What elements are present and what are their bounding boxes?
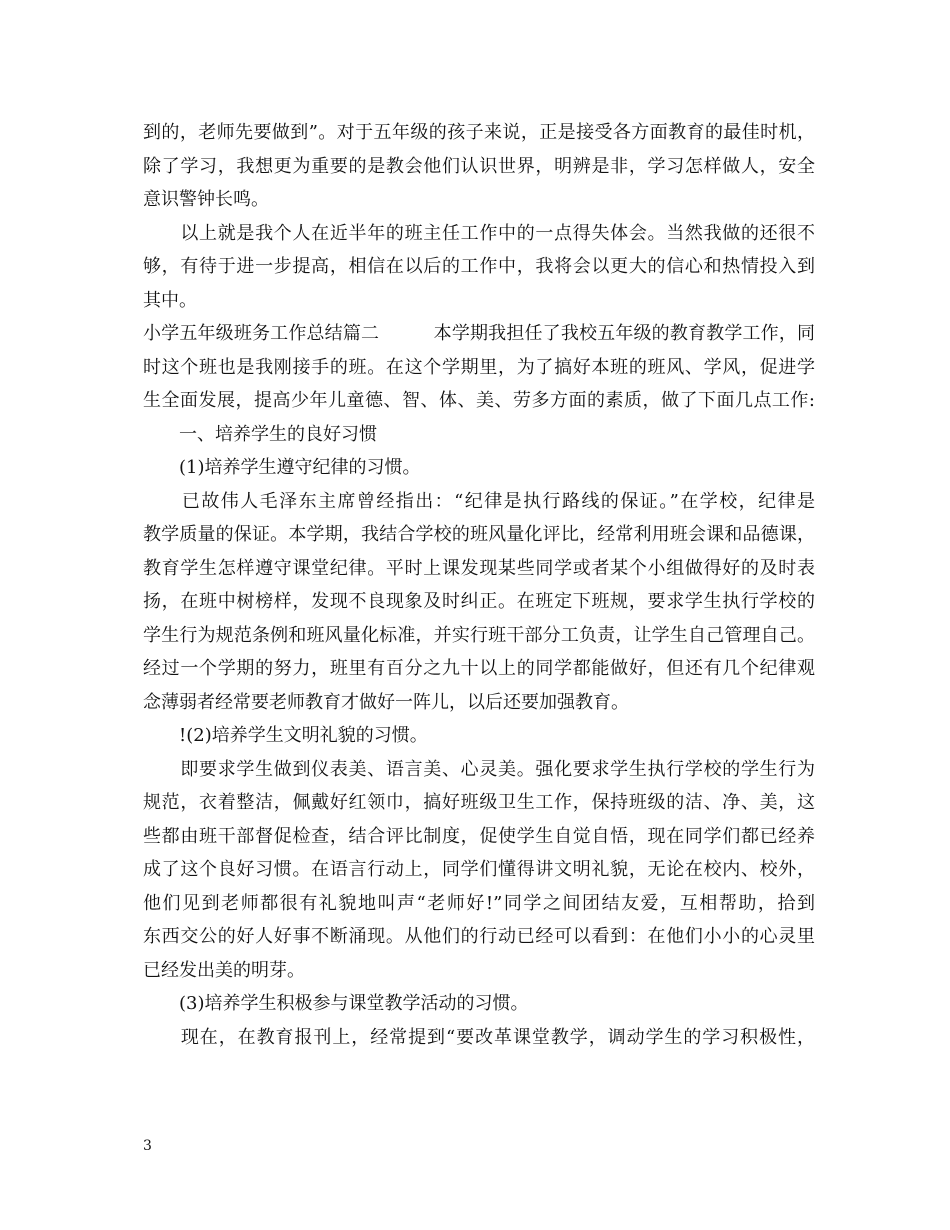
text-line: 些都由班干部督促检查，结合评比制度，促使学生自觉自悟，现在同学们都已经养 <box>143 825 815 847</box>
text-line: 教育学生怎样遵守课堂纪律。平时上课发现某些同学或者某个小组做得好的及时表 <box>143 557 815 579</box>
text-line: 时这个班也是我刚接手的班。在这个学期里，为了搞好本班的班风、学风，促进学 <box>143 356 815 378</box>
page-number: 3 <box>143 1138 152 1154</box>
text-line: 即要求学生做到仪表美、语言美、心灵美。强化要求学生执行学校的学生行为 <box>143 758 815 780</box>
text-line: 已经发出美的明芽。 <box>143 959 305 981</box>
text-line: 规范，衣着整洁，佩戴好红领巾，搞好班级卫生工作，保持班级的洁、净、美，这 <box>143 792 815 813</box>
section-heading-line: 小学五年级班务工作总结篇二 本学期我担任了我校五年级的教育教学工作，同 <box>143 323 815 344</box>
text-line: 念薄弱者经常要老师教育才做好一阵儿，以后还要加强教育。 <box>143 691 629 713</box>
subheading-line: 一、培养学生的良好习惯 <box>143 423 377 445</box>
text-line: 成了这个良好习惯。在语言行动上，同学们懂得讲文明礼貌，无论在校内、校外， <box>143 859 815 880</box>
text-line: 学生行为规范条例和班风量化标准，并实行班干部分工负责，让学生自己管理自己。 <box>143 624 815 646</box>
subheading-line: !(2)培养学生文明礼貌的习惯。 <box>143 725 428 746</box>
document-body <box>143 116 815 1054</box>
text-line: 东西交公的好人好事不断涌现。从他们的行动已经可以看到：在他们小小的心灵里 <box>143 926 815 947</box>
text-line: 到的，老师先要做到”。对于五年级的孩子来说，正是接受各方面教育的最佳时机， <box>143 122 815 143</box>
text-line: 已故伟人毛泽东主席曾经指出：“纪律是执行路线的保证。”在学校，纪律是 <box>143 490 815 512</box>
text-line: 经过一个学期的努力，班里有百分之九十以上的同学都能做好，但还有几个纪律观 <box>143 658 815 679</box>
text-line: 现在，在教育报刊上，经常提到“要改革课堂教学，调动学生的学习积极性， <box>143 1026 815 1048</box>
subheading-line: (3)培养学生积极参与课堂教学活动的习惯。 <box>143 993 529 1014</box>
text-line: 生全面发展，提高少年儿童德、智、体、美、劳多方面的素质，做了下面几点工作: <box>143 390 815 411</box>
text-line: 够，有待于进一步提高，相信在以后的工作中，我将会以更大的信心和热情投入到 <box>143 256 815 277</box>
text-line: 意识警钟长鸣。 <box>143 189 269 210</box>
subheading-line: (1)培养学生遵守纪律的习惯。 <box>143 457 421 478</box>
text-line: 扬，在班中树榜样，发现不良现象及时纠正。在班定下班规，要求学生执行学校的 <box>143 591 815 612</box>
text-line: 他们见到老师都很有礼貌地叫声“老师好!”同学之间团结友爱，互相帮助，拾到 <box>143 892 815 914</box>
text-line: 教学质量的保证。本学期，我结合学校的班风量化评比，经常利用班会课和品德课， <box>143 524 815 545</box>
text-line: 以上就是我个人在近半年的班主任工作中的一点得失体会。当然我做的还很不 <box>143 222 815 244</box>
text-line: 其中。 <box>143 289 197 311</box>
text-line: 除了学习，我想更为重要的是教会他们认识世界，明辨是非，学习怎样做人，安全 <box>143 155 815 177</box>
